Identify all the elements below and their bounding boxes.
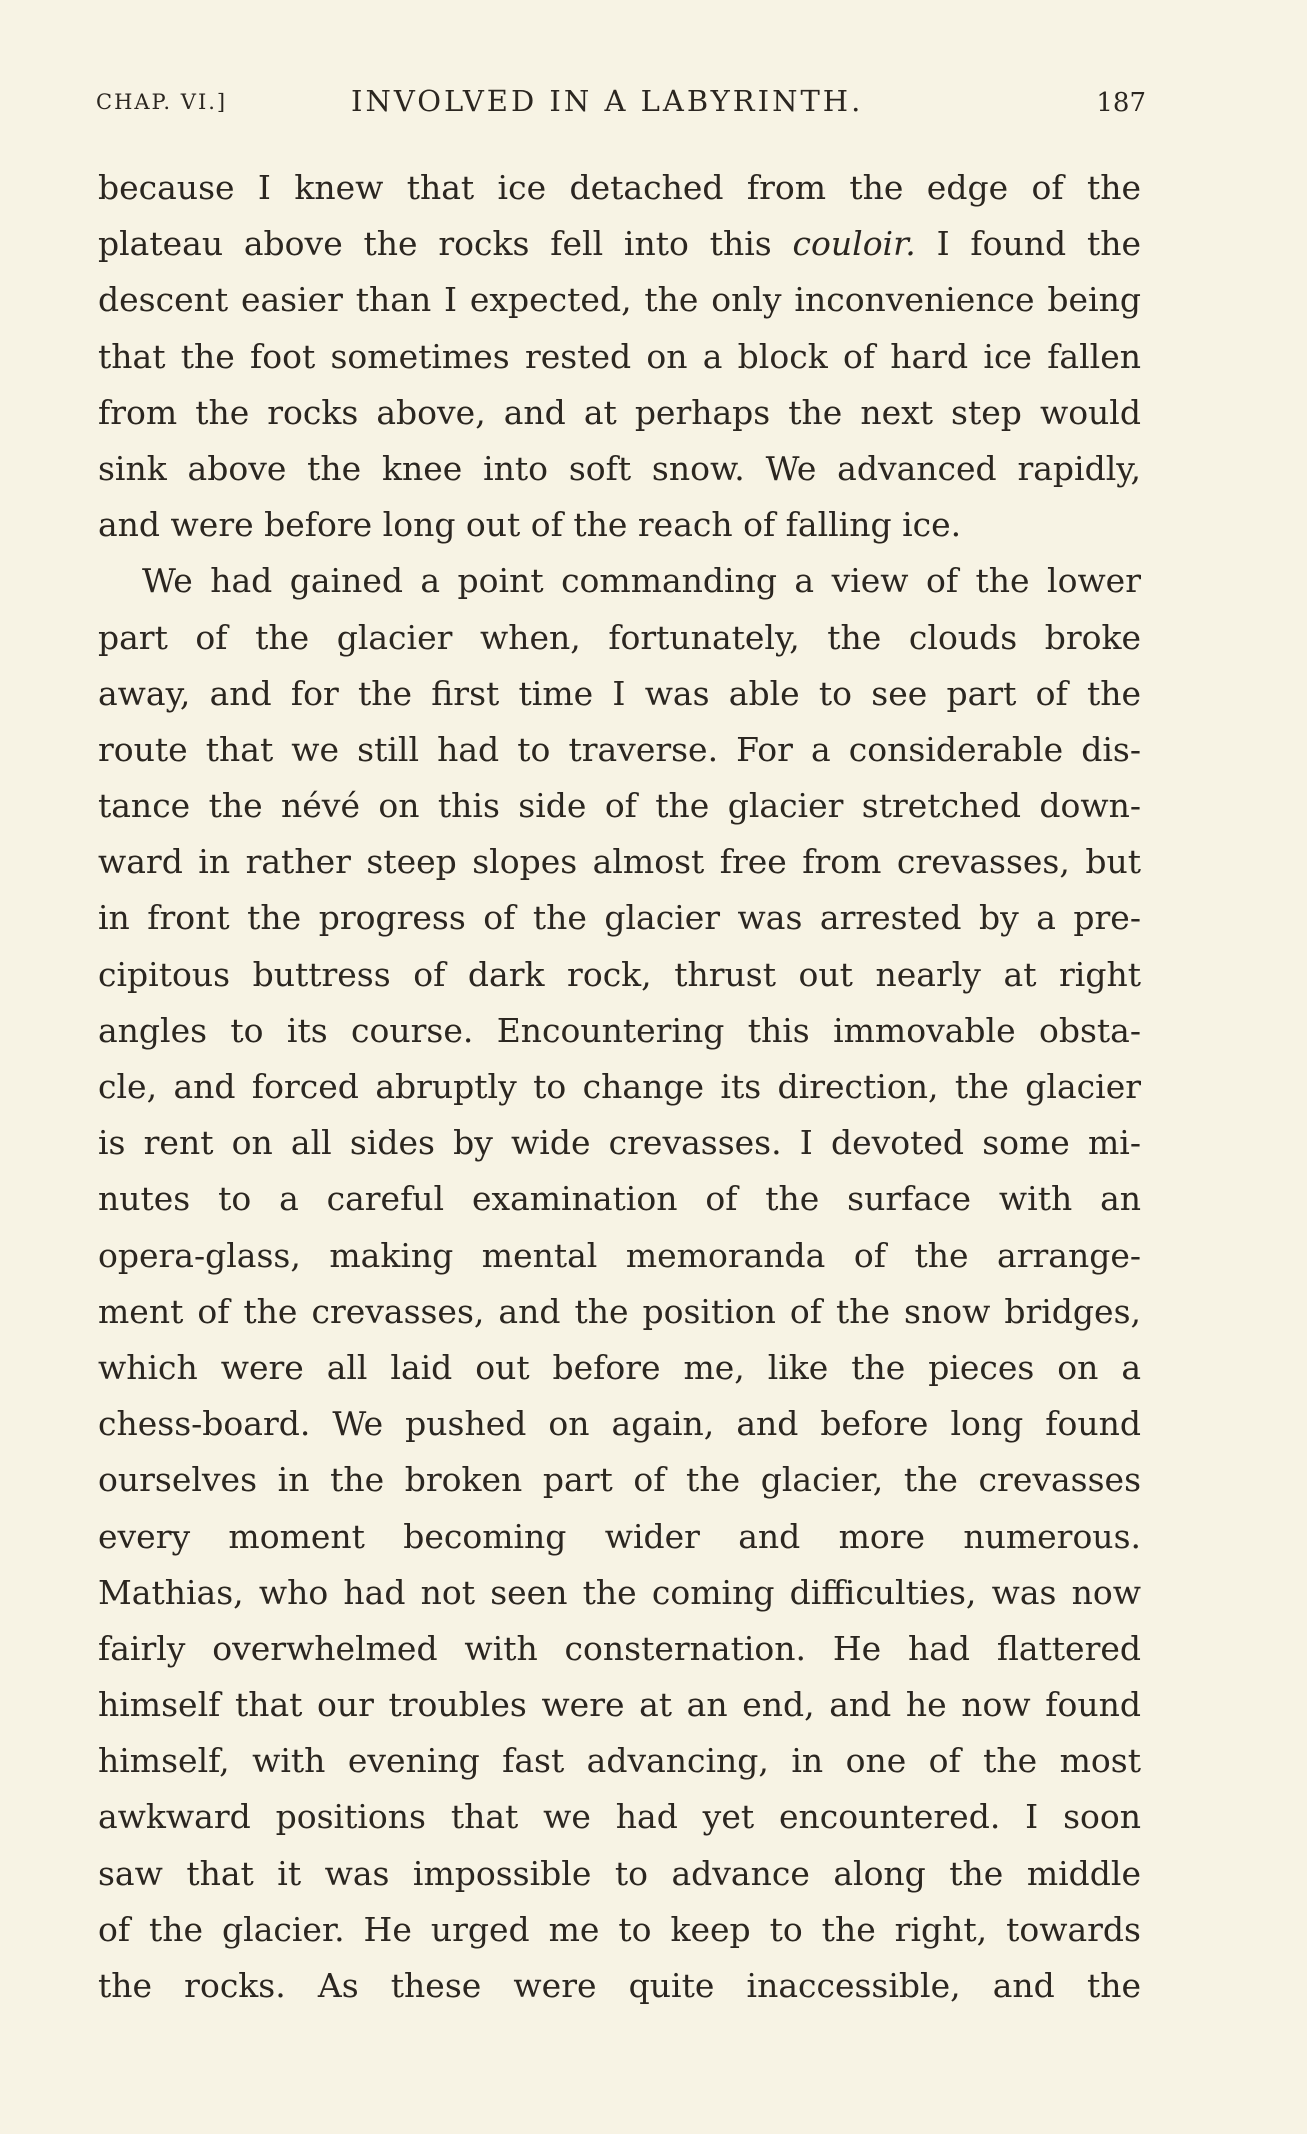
text-line: himself, with evening fast advancing, in one of the most (98, 1741, 1141, 1781)
body-text (98, 160, 1141, 2014)
text-line: ourselves in the broken part of the glacier, the crevasses (98, 1460, 1141, 1500)
text-line: which were all laid out before me, like the pieces on a (98, 1347, 1141, 1387)
text-line: fairly overwhelmed with consternation. He had flattered (98, 1628, 1141, 1668)
text-line-start: plateau above the rocks fell into this (98, 224, 772, 264)
text-line: chess-board. We pushed on again, and before long found (98, 1404, 1141, 1444)
text-line (98, 216, 1141, 272)
text-line: in front the progress of the glacier was arrested by a pre- (98, 898, 1141, 938)
text-line: Mathias, who had not seen the coming difficulties, was now (98, 1572, 1141, 1612)
text-line: opera-glass, making mental memoranda of the arrange- (98, 1235, 1141, 1275)
text-line: We had gained a point commanding a view of the lower (142, 561, 1141, 601)
text-line: that the foot sometimes rested on a block of hard ice fallen (98, 336, 1141, 376)
italic-word: couloir. (792, 224, 916, 264)
text-line: and were before long out of the reach of falling ice. (98, 505, 962, 545)
text-line: part of the glacier when, fortunately, the clouds broke (98, 617, 1141, 657)
text-line: from the rocks above, and at perhaps the next step would (98, 392, 1141, 432)
text-line: is rent on all sides by wide crevasses. I devoted some mi- (98, 1123, 1141, 1163)
text-line: nutes to a careful examination of the surface with an (98, 1179, 1141, 1219)
text-line: saw that it was impossible to advance along the middle (98, 1853, 1141, 1893)
text-line: ment of the crevasses, and the position of the snow bridges, (98, 1291, 1141, 1331)
text-line: because I knew that ice detached from the edge of the (98, 168, 1141, 207)
text-line: descent easier than I expected, the only inconvenience being (98, 280, 1141, 320)
text-line: cle, and forced abruptly to change its direction, the glacier (98, 1067, 1141, 1106)
text-line: tance the névé on this side of the glacier stretched down- (98, 786, 1141, 826)
text-line: of the glacier. He urged me to keep to the right, towards (98, 1909, 1141, 1949)
running-head (96, 82, 1146, 126)
text-line: route that we still had to traverse. For a considerable dis- (98, 729, 1141, 769)
running-title: INVOLVED IN A LABYRINTH. (351, 84, 864, 118)
text-line: angles to its course. Encountering this immovable obsta- (98, 1010, 1141, 1050)
text-line-end: I found the (936, 224, 1141, 264)
text-line: awkward positions that we had yet encountered. I soon (98, 1797, 1141, 1837)
text-line: every moment becoming wider and more numerous. (98, 1516, 1141, 1556)
text-line: away, and for the first time I was able to see part of the (98, 673, 1141, 713)
text-line: cipitous buttress of dark rock, thrust out nearly at right (98, 954, 1141, 994)
text-line: himself that our troubles were at an end, and he now found (98, 1685, 1141, 1725)
chapter-label: CHAP. VI.] (96, 90, 228, 114)
page-number: 187 (1096, 88, 1146, 118)
text-line: the rocks. As these were quite inaccessible, and the (98, 1966, 1141, 2005)
text-line: ward in rather steep slopes almost free from crevasses, but (98, 842, 1141, 882)
text-line: sink above the knee into soft snow. We advanced rapidly, (98, 448, 1141, 488)
